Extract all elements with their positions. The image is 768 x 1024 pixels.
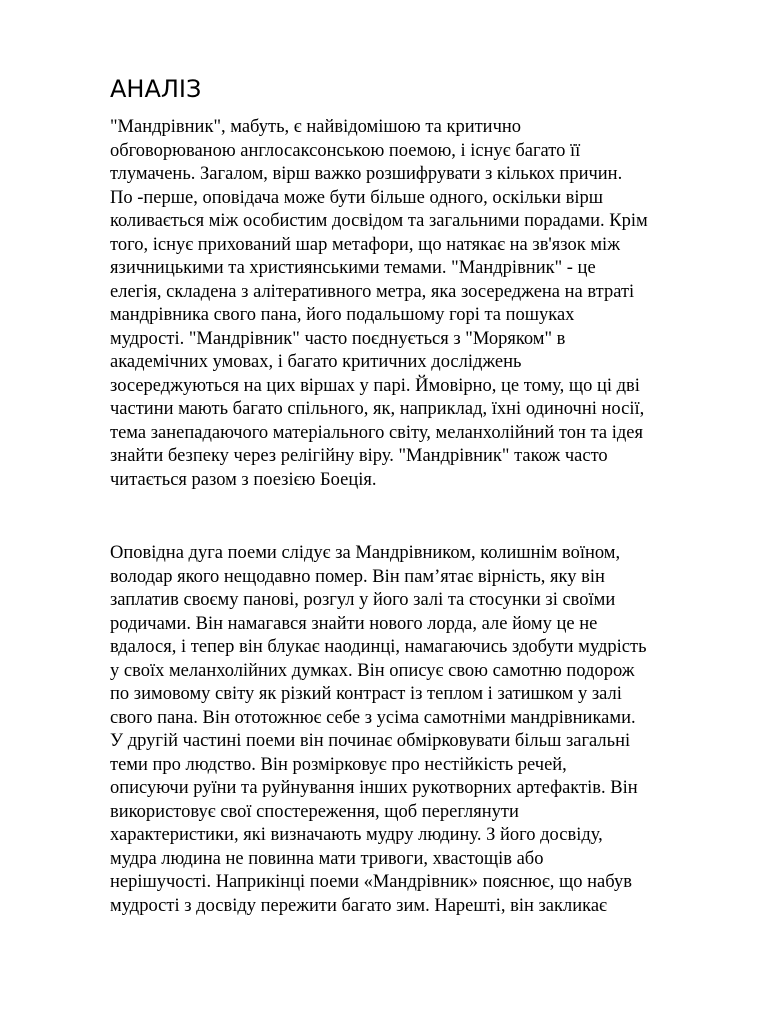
paragraph-line: характеристики, які визначають мудру людину. З його досвіду,	[110, 825, 603, 845]
paragraph-line: того, існує прихований шар метафори, що натякає на зв'язок між	[110, 234, 620, 255]
paragraph-line: мандрівника свого пана, його подальшому горі та пошуках	[110, 305, 575, 325]
paragraph-line: родичами. Він намагався знайти нового лорда, але йому це не	[110, 613, 598, 634]
paragraph-line: Оповідна дуга поеми слідує за Мандрівником, колишнім воїном,	[110, 543, 621, 563]
section-heading: АНАЛІЗ	[110, 75, 202, 103]
paragraph-line: елегія, складена з алітеративного метра, яка зосереджена на втраті	[110, 281, 635, 302]
paragraph-line: володар якого нещодавно помер. Він пам’ятає вірність, яку він	[110, 566, 605, 587]
paragraph-line: використовує свої спостереження, щоб переглянути	[110, 801, 519, 822]
paragraph-line: теми про людство. Він розмірковує про нестійкість речей,	[110, 754, 567, 775]
paragraph-1	[110, 116, 648, 492]
paragraph-line: коливається між особистим досвідом та загальними порадами. Крім	[110, 211, 648, 231]
paragraph-line: мудра людина не повинна мати тривоги, хвастощів або	[110, 848, 544, 869]
paragraph-line: По -перше, оповідача може бути більше одного, оскільки вірш	[110, 187, 604, 208]
paragraph-line: мудрості. "Мандрівник" часто поєднується з "Моряком" в	[110, 328, 566, 349]
paragraph-line: частини мають багато спільного, як, наприклад, їхні одиночні носії,	[110, 399, 645, 419]
paragraph-line: знайти безпеку через релігійну віру. "Мандрівник" також часто	[110, 446, 608, 466]
paragraph-line: зосереджуються на цих віршах у парі. Ймовірно, це тому, що ці дві	[110, 375, 640, 396]
paragraph-line: обговорюваною англосаксонською поемою, і існує багато її	[110, 140, 581, 161]
paragraph-line: читається разом з поезією Боеція.	[110, 469, 377, 490]
paragraph-line: свого пана. Він ототожнює себе з усіма самотніми мандрівниками.	[110, 707, 636, 728]
paragraph-line: "Мандрівник", мабуть, є найвідомішою та критично	[110, 117, 522, 137]
paragraph-line: заплатив своєму панові, розгул у його залі та стосунки зі своїми	[110, 590, 616, 610]
paragraph-line: у своїх меланхолійних думках. Він описує свою самотню подорож	[110, 660, 635, 681]
paragraph-2	[110, 542, 647, 918]
paragraph-line: тема занепадаючого матеріального світу, меланхолійний тон та ідея	[110, 422, 643, 443]
paragraph-line: нерішучості. Наприкінці поеми «Мандрівник» пояснює, що набув	[110, 872, 632, 892]
paragraph-line: язичницькими та християнськими темами. "Мандрівник" - це	[110, 258, 596, 278]
paragraph-line: тлумачень. Загалом, вірш важко розшифрувати з кількох причин.	[110, 164, 623, 184]
paragraph-line: У другій частині поеми він починає обмірковувати більш загальні	[110, 731, 631, 751]
paragraph-line: описуючи руїни та руйнування інших рукотворних артефактів. Він	[110, 778, 638, 798]
paragraph-line: мудрості з досвіду пережити багато зим. Нарешті, він закликає	[110, 895, 607, 916]
paragraph-line: академічних умовах, і багато критичних досліджень	[110, 352, 522, 372]
paragraph-line: вдалося, і тепер він блукає наодинці, намагаючись здобути мудрість	[110, 637, 647, 657]
paragraph-line: по зимовому світу як різкий контраст із теплом і затишком у залі	[110, 684, 622, 704]
